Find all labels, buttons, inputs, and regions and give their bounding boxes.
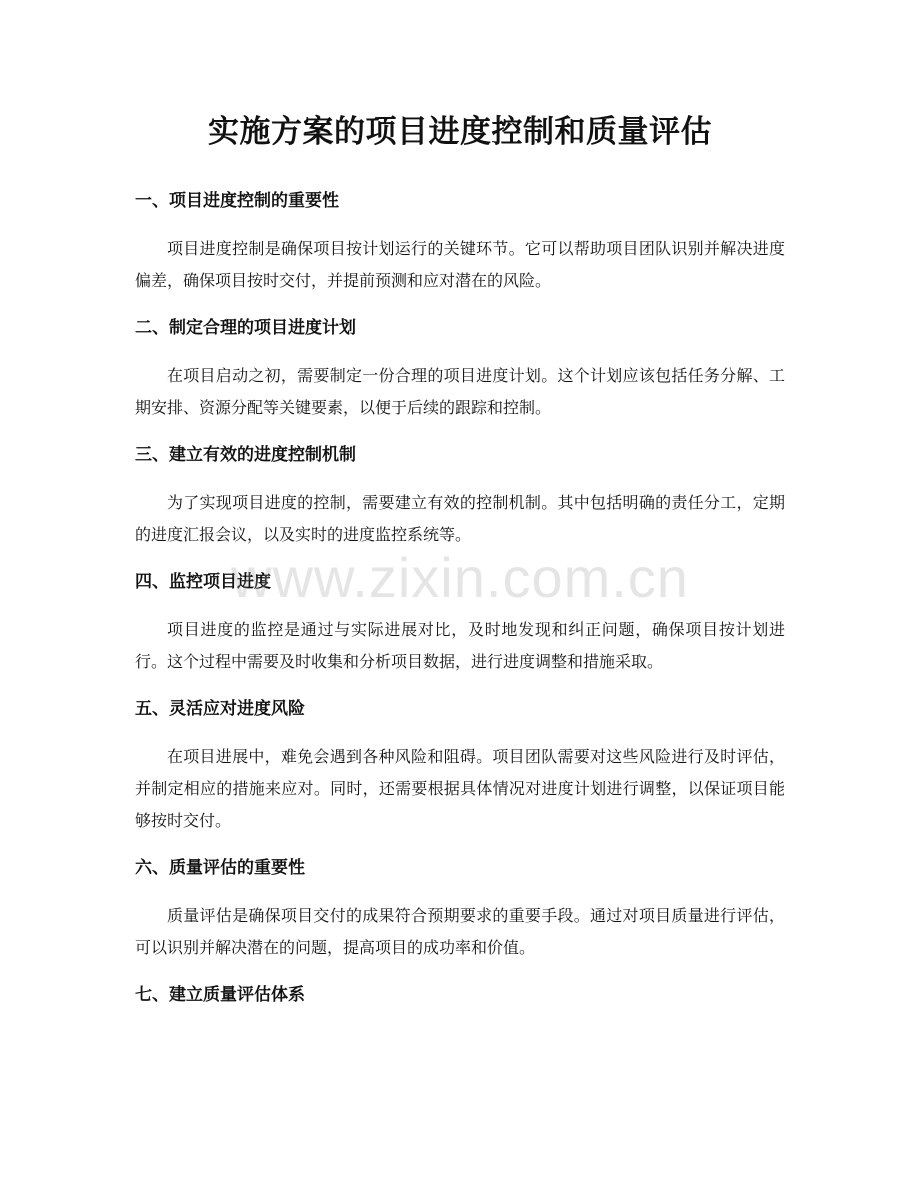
section-heading: 四、监控项目进度 [135,572,271,592]
watermark: www.zixin.com.cn [231,546,689,609]
section-heading: 五、灵活应对进度风险 [135,699,305,719]
section-2 [135,313,785,424]
section-1 [135,186,785,297]
section-paragraph: 在项目启动之初，需要制定一份合理的项目进度计划。这个计划应该包括任务分解、工期安排、资源分配等关键要素，以便于后续的跟踪和控制。 [135,366,785,417]
section-6 [135,853,785,964]
section-5 [135,694,785,837]
section-heading: 七、建立质量评估体系 [135,985,305,1005]
section-heading: 一、项目进度控制的重要性 [135,191,339,211]
section-7 [135,980,785,1010]
section-4 [135,567,785,678]
section-paragraph: 为了实现项目进度的控制，需要建立有效的控制机制。其中包括明确的责任分工，定期的进度汇报会议，以及实时的进度监控系统等。 [135,493,785,544]
section-heading: 二、制定合理的项目进度计划 [135,318,356,338]
section-paragraph: 项目进度控制是确保项目按计划运行的关键环节。它可以帮助项目团队识别并解决进度偏差，确保项目按时交付，并提前预测和应对潜在的风险。 [135,239,785,290]
section-paragraph: 项目进度的监控是通过与实际进展对比，及时地发现和纠正问题，确保项目按计划进行。这个过程中需要及时收集和分析项目数据，进行进度调整和措施采取。 [135,620,785,671]
section-3 [135,440,785,551]
section-heading: 三、建立有效的进度控制机制 [135,445,356,465]
section-paragraph: 质量评估是确保项目交付的成果符合预期要求的重要手段。通过对项目质量进行评估，可以识别并解决潜在的问题，提高项目的成功率和价值。 [135,906,785,957]
section-heading: 六、质量评估的重要性 [135,858,305,878]
section-paragraph: 在项目进展中，难免会遇到各种风险和阻碍。项目团队需要对这些风险进行及时评估，并制定相应的措施来应对。同时，还需要根据具体情况对进度计划进行调整，以保证项目能够按时交付。 [135,747,785,830]
document-title: 实施方案的项目进度控制和质量评估 [208,114,712,150]
document-content [135,186,785,1027]
